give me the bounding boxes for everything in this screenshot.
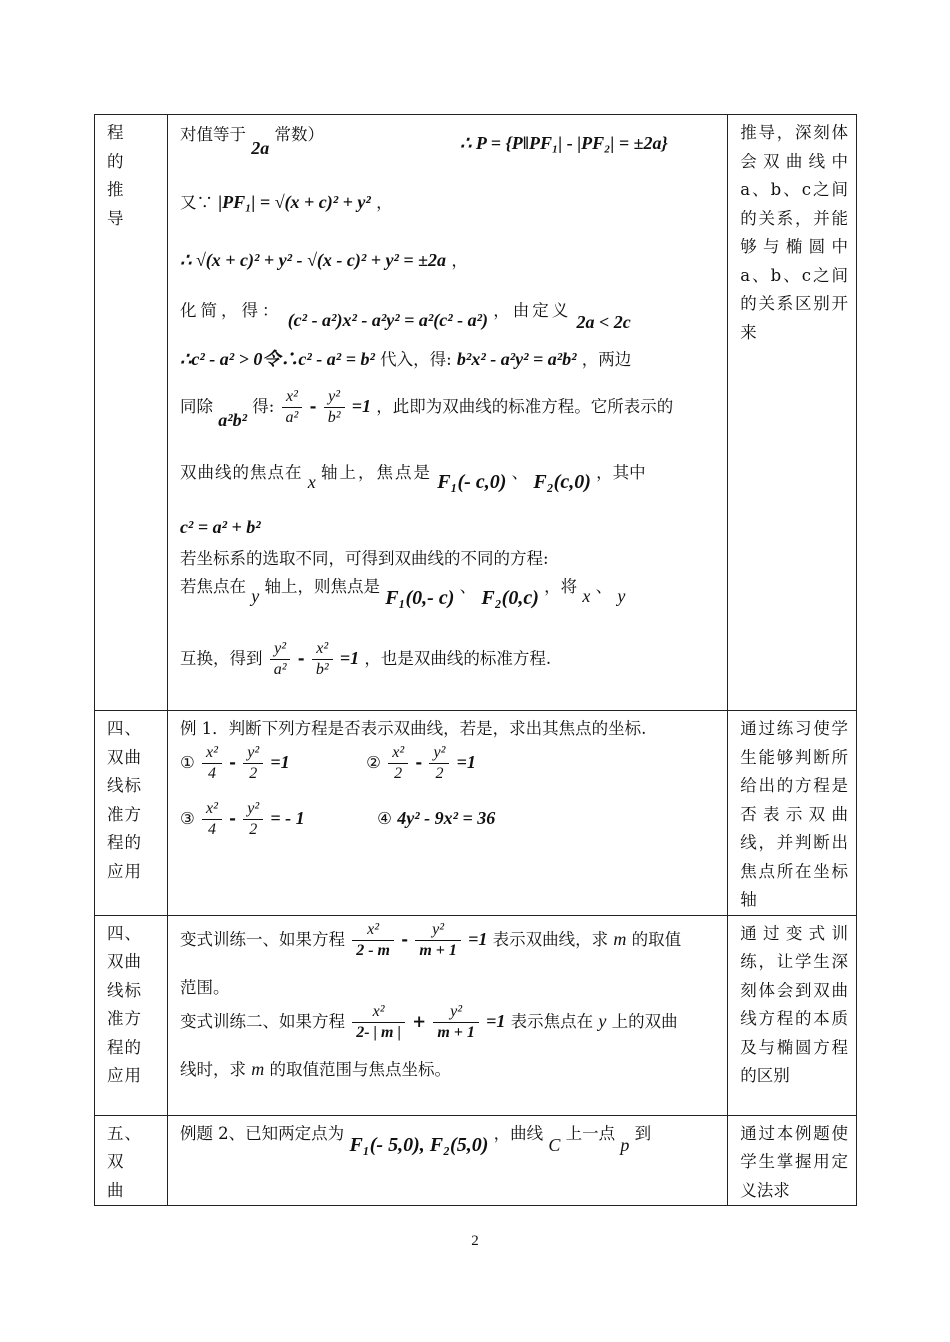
section-label-line: 准方 — [107, 804, 142, 824]
page-number: 2 — [471, 1233, 479, 1249]
fraction: $\frac{\text{y²}}{2}$ — [429, 743, 449, 784]
teaching-note: 通过练习使学生能够判断所给出的方程是否表示双曲线，并判断出焦点所在坐标轴 — [740, 719, 848, 909]
text: 常数） — [274, 125, 324, 144]
variable: x — [582, 586, 591, 606]
text: ③ — [179, 809, 195, 828]
text: ，此即为双曲线的标准方程。它所表示的 — [376, 397, 674, 416]
formula: 4y² - 9x² = 36 — [397, 808, 496, 828]
text: ， — [376, 193, 393, 212]
text: 同除 — [179, 397, 213, 416]
formula: b²x² - a²y² = a²b² — [456, 349, 577, 369]
content-cell: 变式训练一、如果方程 $\frac{\text{x²}}{2 - m}$ - $\frac{\text{y²}}{m + 1}$ =1 表示双曲线，求 m 的取值 范围。 变式训练二、如果方程 $\frac{\text{x²}}{2- | m |}$ + $\frac{\text{y²}}{m + 1}$ =1 表示焦点在 y 上的双曲 线时，求 m 的取值范围与焦点坐标。 — [167, 915, 727, 1115]
text: 线时，求 — [179, 1059, 246, 1079]
text: 得: — [252, 397, 275, 416]
note-cell — [728, 1115, 857, 1206]
variable: y — [598, 1010, 607, 1031]
teaching-note: 通过变式训练，让学生深刻体会到双曲线方程的本质及与椭圆方程的区别 — [740, 923, 848, 1085]
section-label-line: 导 — [107, 208, 125, 228]
section-label-line: 推 — [107, 180, 125, 199]
section-label-line: 双 — [107, 1152, 125, 1171]
note-cell — [728, 711, 857, 916]
text: 例题 2、已知两定点为 — [179, 1123, 345, 1143]
section-label-cell — [95, 1115, 168, 1206]
text: 的取值 — [631, 929, 682, 949]
variable: m — [613, 928, 627, 949]
text: ，曲线 — [493, 1123, 544, 1143]
section-label-line: 四、 — [107, 923, 142, 943]
text: 例 1．判断下列方程是否表示双曲线，若是，求出其焦点的坐标. — [179, 719, 647, 738]
fraction: $\frac{\text{y²}}{m + 1}$ — [415, 920, 461, 961]
text: 若焦点在 — [179, 577, 246, 596]
text: 轴上，则焦点是 — [264, 577, 380, 596]
variable: x — [307, 472, 316, 492]
table-row — [95, 115, 857, 711]
fraction: $\frac{\text{x²}}{2- | m |}$ — [352, 1002, 405, 1043]
text: 、 — [459, 577, 477, 596]
teaching-note: 通过本例题使学生掌握用定义法求 — [740, 1123, 848, 1200]
text: 轴上，焦点是 — [320, 463, 432, 482]
table-row — [95, 1115, 857, 1206]
formula: F₁(- 5,0), F₂(5,0) — [349, 1133, 489, 1156]
formula: |PF₁| = √(x + c)² + y² — [218, 192, 371, 212]
fraction: $\frac{\text{y²}}{\text{a²}}$ — [270, 639, 291, 680]
section-label-line: 线标 — [107, 980, 142, 1000]
formula: ∴ P = {P‖PF₁| - |PF₂| = ±2a} — [459, 133, 668, 153]
text: 上的双曲 — [611, 1011, 678, 1031]
section-label-line: 双曲 — [107, 952, 142, 971]
section-label-line: 的 — [107, 151, 125, 171]
text: 的取值范围与焦点坐标。 — [269, 1059, 451, 1079]
variable: y — [251, 586, 260, 606]
text: ，两边 — [581, 350, 632, 369]
variable: y — [617, 586, 626, 606]
formula: 2a < 2c — [576, 312, 631, 332]
note-cell — [728, 915, 857, 1115]
fraction: $\frac{\text{x²}}{2 - m}$ — [352, 920, 394, 961]
text: ，由定义 — [493, 301, 572, 320]
section-label-line: 程的 — [107, 1037, 142, 1057]
fraction: $\frac{\text{x²}}{4}$ — [202, 743, 222, 784]
formula: 2a — [251, 138, 270, 158]
table-row — [95, 915, 857, 1115]
formula: =1 — [270, 752, 290, 772]
lesson-plan-table — [94, 114, 857, 1206]
formula: = - 1 — [270, 808, 305, 828]
formula: F₂(0,c) — [481, 587, 539, 609]
section-label-cell — [95, 115, 168, 711]
formula: =1 — [456, 752, 476, 772]
variable: C — [548, 1134, 561, 1155]
formula: =1 — [468, 928, 488, 949]
text: 表示双曲线，求 — [492, 929, 609, 949]
section-label-line: 程 — [107, 123, 125, 142]
fraction: $\frac{\text{x²}}{\text{b²}}$ — [312, 639, 333, 680]
formula: c² = a² + b² — [179, 517, 261, 537]
section-label-line: 应用 — [107, 1066, 142, 1085]
formula: F₁(0,- c) — [385, 587, 455, 609]
fraction: $\frac{\text{y²}}{m + 1}$ — [433, 1002, 479, 1043]
note-cell — [728, 115, 857, 711]
text: ① — [179, 753, 195, 772]
text: ，也是双曲线的标准方程. — [364, 649, 552, 668]
text: ，将 — [544, 577, 578, 596]
fraction: $\frac{\text{x²}}{2}$ — [388, 743, 408, 784]
content-cell: 例 1．判断下列方程是否表示双曲线，若是，求出其焦点的坐标. ① $\frac{\text{x²}}{4}$ - $\frac{\text{y²}}{2}$ =1 ② $\frac{\text{x²}}{2}$ - $\frac{\text{y²}}{2}$ =1 ③ $\frac{\text{x²}}{4}$ - $\frac{\text{y²}}{2}$ = - 1 ④ 4y² - 9x² = 36 — [167, 711, 727, 916]
fraction: $\frac{\text{y²}}{\text{b²}}$ — [324, 387, 345, 428]
text: 表示焦点在 — [510, 1011, 594, 1031]
formula: ∴c² - a² > 0令∴c² - a² = b² — [179, 349, 375, 369]
text: 对值等于 — [179, 125, 246, 144]
text: 上一点 — [565, 1123, 616, 1143]
text: 变式训练二、如果方程 — [179, 1011, 345, 1031]
fraction: $\frac{\text{y²}}{2}$ — [243, 743, 263, 784]
text: ② — [366, 753, 381, 772]
content-cell: 对值等于 2a 常数） ∴ P = {P‖PF₁| - |PF₂| = ±2a} 又∵ |PF₁| = √(x + c)² + y² ， ∴ √(x + c)² + y² - √(x - c)² + y² = ±2a ， 化简，得： (c² - a²)x² - a²y² = a²(c² - a²) ，由定义 2a < 2c ∴c² - a² > 0令∴c² - a² = b² 代入，得: b²x² - a²y² = a²b² ，两边 同除 a²b² 得: $\frac{\text{x²}}{\text{a²}}$ - $\frac{\text{y²}}{\text{b²}}$ =1 ，此即为双曲线的标准方程。它所表示的 双曲线的焦点在 x 轴上，焦点是 F₁(- c,0) 、 F₂(c,0) ，其中 c² = a² + b² 若坐标系的选取不同，可得到双曲线的不同的方程: 若焦点在 y 轴上，则焦点是 F₁(0,- c) 、 F₂(0,c) ，将 x 、 y 互换，得到 $\frac{\text{y²}}{\text{a²}}$ - $\frac{\text{x²}}{\text{b²}}$ =1 ，也是双曲线的标准方程. — [167, 115, 727, 711]
section-label-line: 四、 — [107, 719, 142, 738]
section-label-line: 线标 — [107, 776, 142, 795]
formula: =1 — [339, 648, 360, 668]
text: 双曲线的焦点在 — [179, 463, 303, 482]
section-label-line: 曲 — [107, 1180, 125, 1200]
text: ，其中 — [596, 463, 646, 482]
text: 范围。 — [179, 977, 230, 997]
fraction: $\frac{\text{x²}}{\text{a²}}$ — [282, 387, 303, 428]
content-cell — [167, 1115, 727, 1206]
formula: F₂(c,0) — [533, 471, 591, 493]
formula: (c² - a²)x² - a²y² = a²(c² - a²) — [287, 310, 489, 330]
variable: p — [620, 1134, 630, 1155]
formula: ∴ √(x + c)² + y² - √(x - c)² + y² = ±2a — [179, 250, 447, 270]
fraction: $\frac{\text{x²}}{4}$ — [202, 799, 222, 840]
section-label-line: 双曲 — [107, 747, 142, 767]
variable: m — [251, 1058, 265, 1079]
text: 代入，得: — [380, 350, 452, 369]
formula: F₁(- c,0) — [437, 471, 507, 493]
text: 互换，得到 — [179, 649, 263, 668]
formula: =1 — [351, 396, 372, 416]
text: 、 — [595, 577, 613, 596]
text: 、 — [511, 463, 529, 482]
text: ， — [451, 251, 468, 270]
teaching-note: 推导，深刻体会双曲线中a、b、c之间的关系，并能够与椭圆中a、b、c之间的关系区别开来 — [740, 123, 848, 342]
text: 到 — [634, 1123, 652, 1143]
text: 又∵ — [179, 193, 213, 212]
section-label-line: 准方 — [107, 1009, 142, 1028]
text: 变式训练一、如果方程 — [179, 929, 345, 949]
section-label-line: 五、 — [107, 1123, 142, 1143]
fraction: $\frac{\text{y²}}{2}$ — [243, 799, 263, 840]
section-label-line: 程的 — [107, 833, 142, 852]
section-label-cell — [95, 915, 168, 1115]
text: 化简，得： — [179, 301, 283, 320]
formula: =1 — [486, 1010, 506, 1031]
text: 若坐标系的选取不同，可得到双曲线的不同的方程: — [179, 549, 549, 568]
section-label-line: 应用 — [107, 861, 142, 881]
formula: a²b² — [218, 410, 247, 430]
section-label-cell — [95, 711, 168, 916]
text: ④ — [377, 809, 392, 828]
table-row — [95, 711, 857, 916]
